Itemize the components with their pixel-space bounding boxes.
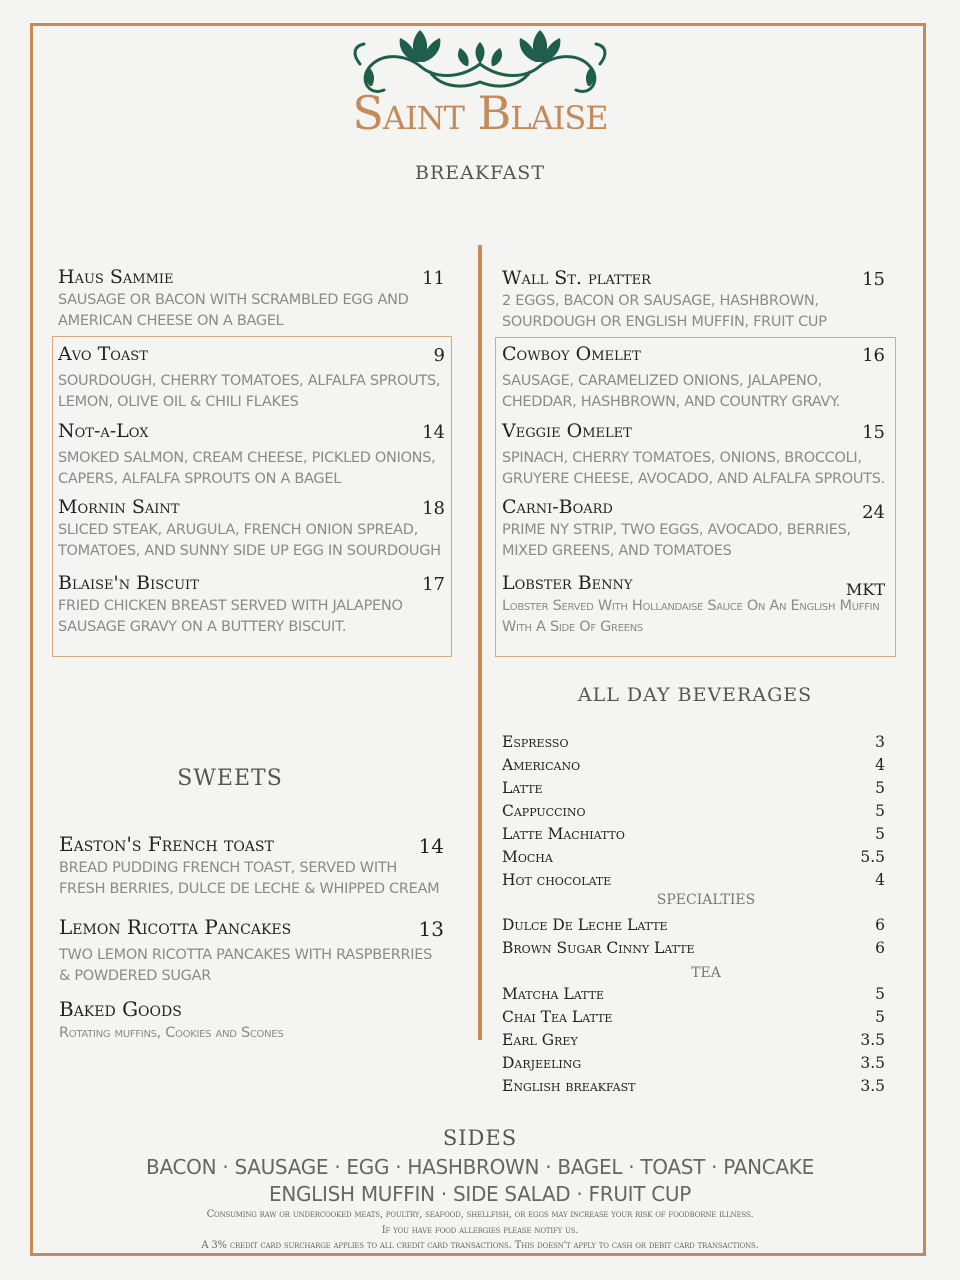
brand-name: Saint Blaise bbox=[352, 86, 608, 140]
item-price: 15 bbox=[862, 422, 885, 443]
beverage-item bbox=[502, 825, 885, 848]
surcharge-notice: A 3% credit card surcharge applies to all credit card transactions. This doesn't apply to cash or debit card transactions. bbox=[201, 1240, 759, 1251]
beverage-item bbox=[502, 802, 885, 825]
item-desc: Lobster Served With Hollandaise Sauce On An English Muffin With A Side Of Greens bbox=[502, 598, 880, 635]
beverage-item bbox=[502, 985, 885, 1008]
beverage-item bbox=[502, 1077, 885, 1100]
tea-title: TEA bbox=[691, 965, 721, 981]
menu-item bbox=[59, 997, 444, 1044]
beverage-name: Chai Tea Latte bbox=[502, 1008, 613, 1026]
item-price: MKT bbox=[845, 580, 885, 599]
item-name: Mornin Saint bbox=[58, 496, 180, 518]
menu-item bbox=[59, 832, 444, 900]
item-name: Easton's French toast bbox=[59, 832, 274, 856]
item-price: 15 bbox=[862, 269, 885, 290]
beverage-price: 3.5 bbox=[860, 1077, 885, 1095]
menu-item bbox=[502, 496, 885, 562]
beverage-name: Dulce De Leche Latte bbox=[502, 916, 668, 934]
beverage-price: 4 bbox=[875, 756, 885, 774]
beverages-title: ALL DAY BEVERAGES bbox=[577, 684, 813, 706]
item-desc: SAUSAGE, CARAMELIZED ONIONS, JALAPENO, CHEDDAR, HASHBROWN, AND COUNTRY GRAVY. bbox=[502, 373, 841, 410]
item-desc: FRIED CHICKEN BREAST SERVED WITH JALAPENO SAUSAGE GRAVY ON A BUTTERY BISCUIT. bbox=[58, 598, 403, 635]
beverage-price: 6 bbox=[875, 916, 885, 934]
item-name: Not-a-Lox bbox=[58, 420, 149, 442]
specialties-title: SPECIALTIES bbox=[656, 892, 756, 908]
item-price: 11 bbox=[422, 268, 445, 289]
item-price: 14 bbox=[418, 834, 444, 858]
beverage-name: Cappuccino bbox=[502, 802, 586, 820]
item-desc: SAUSAGE OR BACON WITH SCRAMBLED EGG AND AMERICAN CHEESE ON A BAGEL bbox=[58, 292, 409, 329]
menu-item bbox=[58, 420, 445, 490]
beverage-item bbox=[502, 756, 885, 779]
beverage-name: Matcha Latte bbox=[502, 985, 604, 1003]
beverage-item bbox=[502, 939, 885, 962]
beverage-name: English breakfast bbox=[502, 1077, 636, 1095]
beverage-price: 5 bbox=[875, 1008, 885, 1026]
item-desc: PRIME NY STRIP, TWO EGGS, AVOCADO, BERRIES, MIXED GREENS, AND TOMATOES bbox=[502, 522, 851, 559]
item-desc: Rotating muffins, Cookies and Scones bbox=[59, 1025, 284, 1041]
item-price: 9 bbox=[433, 345, 445, 366]
item-name: Avo Toast bbox=[58, 343, 148, 365]
sides-list-2: ENGLISH MUFFIN · SIDE SALAD · FRUIT CUP bbox=[268, 1182, 692, 1206]
beverage-price: 5 bbox=[875, 985, 885, 1003]
item-desc: TWO LEMON RICOTTA PANCAKES WITH RASPBERRIES & POWDERED SUGAR bbox=[59, 947, 433, 984]
item-name: Carni-Board bbox=[502, 496, 613, 518]
beverage-price: 5 bbox=[875, 779, 885, 797]
sides-title: SIDES bbox=[442, 1126, 518, 1150]
item-name: Lobster Benny bbox=[502, 572, 633, 594]
beverage-name: Latte bbox=[502, 779, 543, 797]
beverage-item bbox=[502, 733, 885, 756]
item-price: 17 bbox=[422, 574, 445, 595]
item-name: Veggie Omelet bbox=[502, 420, 632, 442]
allergy-notice: If you have food allergies please notify us. bbox=[381, 1225, 579, 1236]
food-safety-notice: Consuming raw or undercooked meats, poultry, seafood, shellfish, or eggs may increase your risk of foodborne illness. bbox=[206, 1209, 754, 1220]
item-price: 18 bbox=[422, 498, 445, 519]
beverage-name: Espresso bbox=[502, 733, 569, 751]
beverage-name: Mocha bbox=[502, 848, 553, 866]
beverage-name: Americano bbox=[502, 756, 581, 774]
item-price: 16 bbox=[862, 345, 885, 366]
breakfast-title: BREAKFAST bbox=[415, 162, 545, 184]
item-name: Lemon Ricotta Pancakes bbox=[59, 915, 292, 939]
menu-item bbox=[502, 343, 885, 413]
beverage-item bbox=[502, 779, 885, 802]
item-desc: SOURDOUGH, CHERRY TOMATOES, ALFALFA SPROUTS, LEMON, OLIVE OIL & CHILI FLAKES bbox=[58, 373, 441, 410]
item-price: 13 bbox=[418, 917, 444, 941]
beverage-item bbox=[502, 916, 885, 939]
item-name: Haus Sammie bbox=[58, 266, 174, 288]
beverage-price: 3 bbox=[875, 733, 885, 751]
beverage-price: 4 bbox=[875, 871, 885, 889]
menu-item bbox=[59, 915, 444, 987]
item-name: Blaise'n Biscuit bbox=[58, 572, 199, 594]
menu-item bbox=[58, 496, 445, 562]
item-desc: 2 EGGS, BACON OR SAUSAGE, HASHBROWN, SOURDOUGH OR ENGLISH MUFFIN, FRUIT CUP bbox=[502, 293, 827, 330]
beverage-item bbox=[502, 1054, 885, 1077]
menu-item bbox=[58, 343, 445, 413]
beverage-price: 5 bbox=[875, 825, 885, 843]
item-name: Wall St. platter bbox=[502, 267, 651, 289]
beverage-item bbox=[502, 871, 885, 894]
beverage-name: Earl Grey bbox=[502, 1031, 578, 1049]
sweets-title: SWEETS bbox=[177, 766, 283, 791]
item-price: 24 bbox=[862, 502, 885, 523]
beverage-price: 3.5 bbox=[860, 1031, 885, 1049]
beverage-price: 5 bbox=[875, 802, 885, 820]
item-desc: SLICED STEAK, ARUGULA, FRENCH ONION SPREAD, TOMATOES, AND SUNNY SIDE UP EGG IN SOURDOUGH bbox=[58, 522, 441, 559]
item-desc: BREAD PUDDING FRENCH TOAST, SERVED WITH FRESH BERRIES, DULCE DE LECHE & WHIPPED CREAM bbox=[59, 860, 440, 897]
beverage-name: Brown Sugar Cinny Latte bbox=[502, 939, 695, 957]
beverage-price: 3.5 bbox=[860, 1054, 885, 1072]
beverage-name: Darjeeling bbox=[502, 1054, 582, 1072]
menu-item bbox=[58, 266, 445, 332]
beverage-price: 6 bbox=[875, 939, 885, 957]
item-desc: SPINACH, CHERRY TOMATOES, ONIONS, BROCCOLI, GRUYERE CHEESE, AVOCADO, AND ALFALFA SPROUTS. bbox=[502, 450, 885, 487]
beverage-item bbox=[502, 1008, 885, 1031]
menu-item bbox=[58, 572, 445, 638]
item-desc: SMOKED SALMON, CREAM CHEESE, PICKLED ONIONS, CAPERS, ALFALFA SPROUTS ON A BAGEL bbox=[58, 450, 436, 487]
beverage-item bbox=[502, 1031, 885, 1054]
item-name: Baked Goods bbox=[59, 997, 182, 1021]
beverage-name: Latte Machiatto bbox=[502, 825, 625, 843]
menu-item bbox=[502, 572, 885, 638]
menu-item bbox=[502, 267, 885, 333]
beverage-item bbox=[502, 848, 885, 871]
beverage-name: Hot chocolate bbox=[502, 871, 612, 889]
menu-item bbox=[502, 420, 885, 490]
column-divider bbox=[478, 245, 482, 1040]
beverage-price: 5.5 bbox=[860, 848, 885, 866]
item-name: Cowboy Omelet bbox=[502, 343, 641, 365]
sides-list-1: BACON · SAUSAGE · EGG · HASHBROWN · BAGEL · TOAST · PANCAKE bbox=[146, 1155, 814, 1179]
item-price: 14 bbox=[422, 422, 445, 443]
